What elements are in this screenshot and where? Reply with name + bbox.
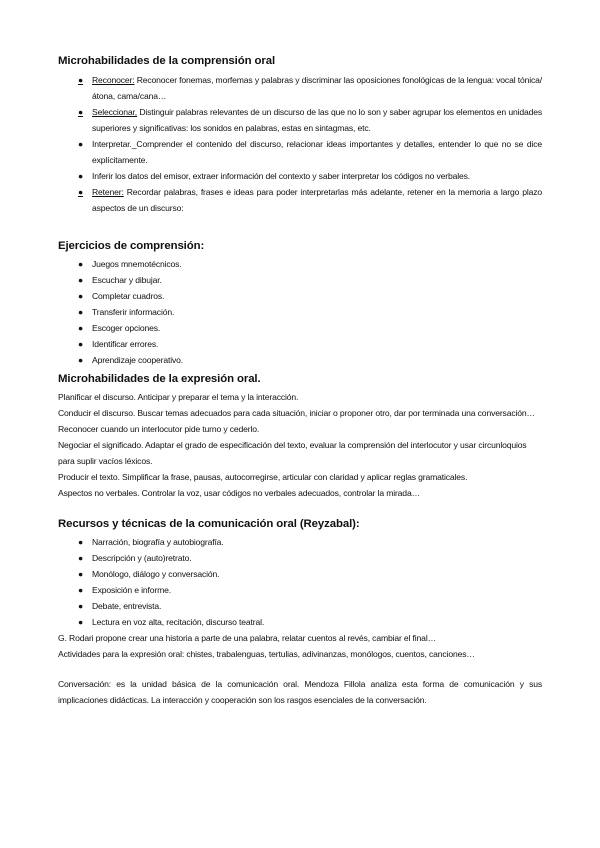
bullet-icon: ●: [78, 569, 84, 579]
bullet-icon: ●: [78, 291, 84, 301]
ejercicios-list: [58, 256, 542, 368]
list-item: ● Escuchar y dibujar.: [58, 272, 542, 288]
bullet-icon: ●: [78, 275, 84, 285]
bullet-icon: ●: [78, 187, 84, 197]
section-title-recursos: Recursos y técnicas de la comunicación oral (Reyzabal):: [58, 518, 360, 530]
bullet-icon: ●: [78, 171, 84, 181]
bullet-icon: ●: [78, 139, 84, 149]
recursos-paragraphs: [58, 630, 542, 662]
section-title-expresion: Microhabilidades de la expresión oral.: [58, 373, 261, 385]
paragraph: Actividades para la expresión oral: chistes, trabalenguas, tertulias, adivinanzas, monólogos, cuentos, canciones…: [58, 649, 475, 659]
paragraph: G. Rodari propone crear una historia a parte de una palabra, relatar cuentos al revés, cambiar el final…: [58, 633, 437, 643]
list-item: ● Aprendizaje cooperativo.: [58, 352, 542, 368]
bullet-icon: ●: [78, 259, 84, 269]
list-item: ● Narración, biografía y autobiografía.: [58, 534, 542, 550]
bullet-icon: ●: [78, 307, 84, 317]
conversacion-paragraph: Conversación: es la unidad básica de la comunicación oral. Mendoza Fillola analiza esta forma de comunicación y sus implicaciones didácticas. La interacción y cooperación son los rasgos esenciales de la conversación.: [58, 679, 542, 705]
paragraph: Planificar el discurso. Anticipar y preparar el tema y la interacción.: [58, 392, 299, 402]
bullet-icon: ●: [78, 617, 84, 627]
section-title-ejercicios: Ejercicios de comprensión:: [58, 240, 205, 252]
expresion-paragraphs: [58, 389, 542, 501]
list-item: ● Exposición e informe.: [58, 582, 542, 598]
comprension-list: [58, 72, 542, 216]
list-item: ● Juegos mnemotécnicos.: [58, 256, 542, 272]
list-item: ● Interpretar._Comprender el contenido del discurso, relacionar ideas importantes y detalles, entender lo que no se dice explícitamente.: [58, 136, 542, 168]
bullet-icon: ●: [78, 585, 84, 595]
bullet-icon: ●: [78, 553, 84, 563]
list-item: ● Inferir los datos del emisor, extraer información del contexto y saber interpretar los códigos no verbales.: [58, 168, 542, 184]
paragraph: Aspectos no verbales. Controlar la voz, usar códigos no verbales adecuados, controlar la mirada…: [58, 488, 421, 498]
list-item: ● Identificar errores.: [58, 336, 542, 352]
list-item: ● Escoger opciones.: [58, 320, 542, 336]
list-item: ● Debate, entrevista.: [58, 598, 542, 614]
list-item: ● Reconocer: Reconocer fonemas, morfemas y palabras y discriminar las oposiciones fonológicas de la lengua: vocal tónica/átona, cama/cana…: [58, 72, 542, 104]
section-title-comprension: Microhabilidades de la comprensión oral: [58, 55, 276, 67]
bullet-icon: ●: [78, 339, 84, 349]
list-item: ● Seleccionar, Distinguir palabras relevantes de un discurso de las que no lo son y saber agrupar los elementos en unidades superiores y significativas: los sonidos en palabras, estas en sintagmas, etc.: [58, 104, 542, 136]
bullet-icon: ●: [78, 601, 84, 611]
list-item: ● Monólogo, diálogo y conversación.: [58, 566, 542, 582]
list-item: ● Transferir información.: [58, 304, 542, 320]
list-item: ● Retener: Recordar palabras, frases e ideas para poder interpretarlas más adelante, retener en la memoria a largo plazo aspectos de un discurso:: [58, 184, 542, 216]
paragraph: Producir el texto. Simplificar la frase, pausas, autocorregirse, articular con claridad y aplicar reglas gramaticales.: [58, 472, 468, 482]
bullet-icon: ●: [78, 107, 84, 117]
recursos-list: [58, 534, 542, 630]
list-item: ● Descripción y (auto)retrato.: [58, 550, 542, 566]
list-item: ● Lectura en voz alta, recitación, discurso teatral.: [58, 614, 542, 630]
bullet-icon: ●: [78, 75, 84, 85]
bullet-icon: ●: [78, 537, 84, 547]
paragraph: Negociar el significado. Adaptar el grado de especificación del texto, evaluar la comprensión del interlocutor y usar circunloquios para suplir vacíos léxicos.: [58, 440, 527, 466]
paragraph: Conducir el discurso. Buscar temas adecuados para cada situación, iniciar o proponer otro, dar por terminada una conversación… Reconocer cuando un interlocutor pide turno y cederlo.: [58, 408, 535, 434]
bullet-icon: ●: [78, 323, 84, 333]
bullet-icon: ●: [78, 355, 84, 365]
list-item: ● Completar cuadros.: [58, 288, 542, 304]
